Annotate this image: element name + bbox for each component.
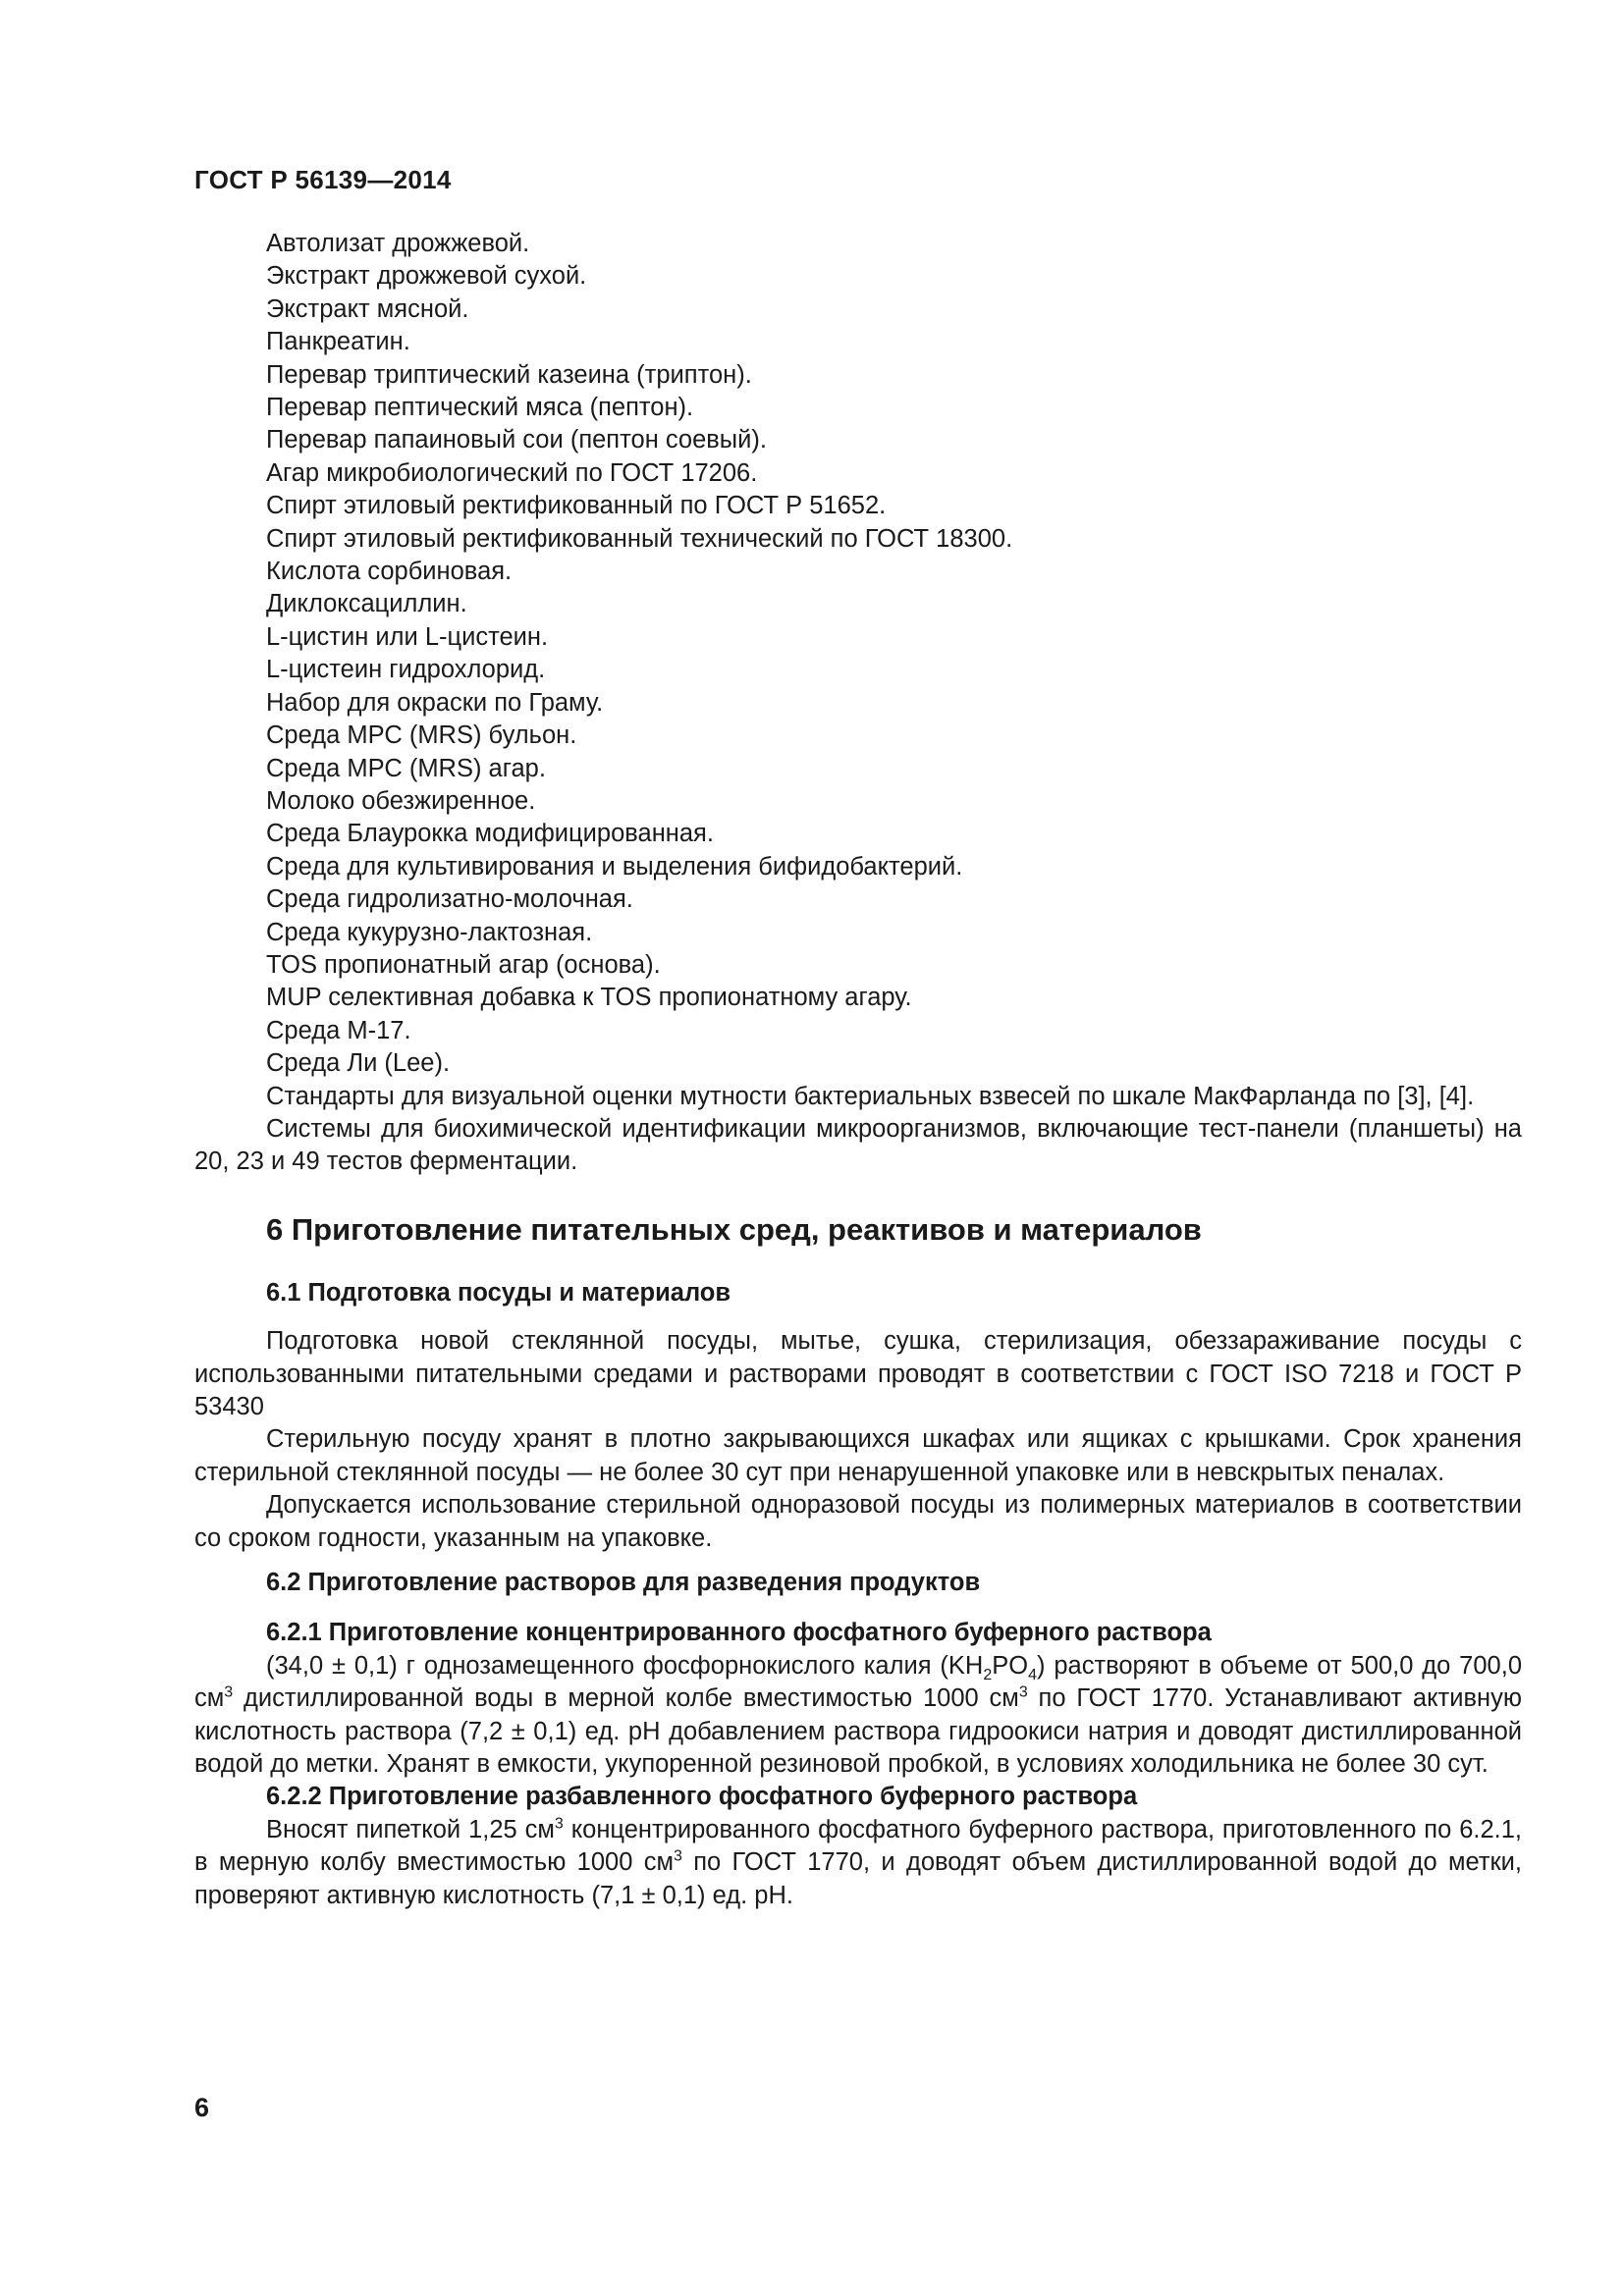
list-item: Кислота сорбиновая. bbox=[266, 558, 513, 586]
list-item: Спирт этиловый ректификованный по ГОСТ Р 51652. bbox=[266, 492, 887, 520]
list-item: Перевар папаиновый сои (пептон соевый). bbox=[266, 426, 767, 454]
subsection-6-2-1-heading: 6.2.1 Приготовление концентрированного фосфатного буферного раствора bbox=[266, 1619, 1212, 1647]
list-item: Среда МРС (MRS) бульон. bbox=[266, 721, 577, 750]
paragraph-6-2-1: (34,0 ± 0,1) г однозамещенного фосфорнокислого калия $(KH_2PO_4)$ растворяют в объеме от 500,0 до 700,0 $см^3$ дистиллированной воды в мерной колбе вместимостью 1000 $см^3$ по ГОСТ 1770. Устанавливают активную кислотность раствора (7,2 ± 0,1) ед. pH добавлением раствора гидроокиси натрия и доводят дистиллированной водой до метки. Хранят в емкости, укупоренной резиновой пробкой, в условиях холодильника не более 30 сут. bbox=[194, 1651, 1522, 1779]
reagent-list bbox=[194, 228, 1522, 1179]
list-item: Среда для культивирования и выделения бифидобактерий. bbox=[266, 852, 963, 881]
list-item: Перевар пептический мяса (пептон). bbox=[266, 394, 694, 422]
list-item-long: Стандарты для визуальной оценки мутности бактериальных взвесей по шкале МакФарланда по [3], [4]. bbox=[266, 1082, 1475, 1110]
section-6-heading: 6 Приготовление питательных сред, реактивов и материалов bbox=[266, 1211, 1202, 1247]
list-item: Среда МРС (MRS) агар. bbox=[266, 754, 546, 782]
list-item: Спирт этиловый ректификованный технический по ГОСТ 18300. bbox=[266, 524, 1013, 553]
paragraph: Стерильную посуду хранят в плотно закрывающихся шкафах или ящиках с крышками. Срок хранения стерильной стеклянной посуды — не более 30 сут при ненарушенной упаковке или в невскрытых пеналах. bbox=[194, 1425, 1522, 1486]
list-item: L-цистин или L-цистеин. bbox=[266, 622, 549, 651]
list-item: Среда кукурузно-лактозная. bbox=[266, 918, 593, 946]
list-item: Среда М-17. bbox=[266, 1016, 411, 1044]
page-body bbox=[194, 228, 1522, 1912]
list-item: Диклоксациллин. bbox=[266, 590, 467, 618]
list-item: Автолизат дрожжевой. bbox=[266, 230, 530, 257]
subsection-6-1-heading: 6.1 Подготовка посуды и материалов bbox=[266, 1278, 731, 1307]
paragraph-6-2-2: Вносят пипеткой 1,25 $см^3$ концентрированного фосфатного буферного раствора, приготовленного по 6.2.1, в мерную колбу вместимостью 1000 $см^3$ по ГОСТ 1770, и доводят объем дистиллированной водой до метки, проверяют активную кислотность (7,1 ± 0,1) ед. pH. bbox=[194, 1815, 1523, 1909]
list-item: Перевар триптический казеина (триптон). bbox=[266, 360, 752, 389]
list-item: Среда гидролизатно-молочная. bbox=[266, 885, 633, 914]
list-item: Агар микробиологический по ГОСТ 17206. bbox=[266, 458, 758, 487]
subsection-6-2-heading: 6.2 Приготовление растворов для разведения продуктов bbox=[266, 1569, 981, 1597]
paragraph: Подготовка новой стеклянной посуды, мытье, сушка, стерилизация, обеззараживание посуды с использованными питательными средами и растворами проводят в соответствии с ГОСТ ISO 7218 и ГОСТ Р 53430 bbox=[194, 1327, 1522, 1420]
running-head-standard-id: ГОСТ Р 56139—2014 bbox=[194, 165, 452, 194]
paragraph: Допускается использование стерильной одноразовой посуды из полимерных материалов в соответствии со сроком годности, указанным на упаковке. bbox=[194, 1491, 1522, 1552]
list-item: MUP селективная добавка к TOS пропионатному агару. bbox=[266, 984, 912, 1012]
list-item-long: Системы для биохимической идентификации микроорганизмов, включающие тест-панели (планшеты) на 20, 23 и 49 тестов ферментации. bbox=[194, 1114, 1522, 1176]
list-item: Молоко обезжиренное. bbox=[266, 786, 536, 815]
subsection-6-2-2-heading: 6.2.2 Приготовление разбавленного фосфатного буферного раствора bbox=[266, 1783, 1138, 1811]
list-item: Среда Ли (Lee). bbox=[266, 1049, 451, 1078]
list-item: L-цистеин гидрохлорид. bbox=[266, 656, 546, 684]
list-item: Среда Блаурокка модифицированная. bbox=[266, 820, 714, 848]
list-item: Экстракт дрожжевой сухой. bbox=[266, 262, 587, 291]
list-item: Панкреатин. bbox=[266, 328, 410, 356]
list-item: Экстракт мясной. bbox=[266, 294, 469, 323]
list-item: TOS пропионатный агар (основа). bbox=[266, 950, 661, 979]
page-number: 6 bbox=[194, 2093, 210, 2122]
list-item: Набор для окраски по Граму. bbox=[266, 688, 604, 717]
